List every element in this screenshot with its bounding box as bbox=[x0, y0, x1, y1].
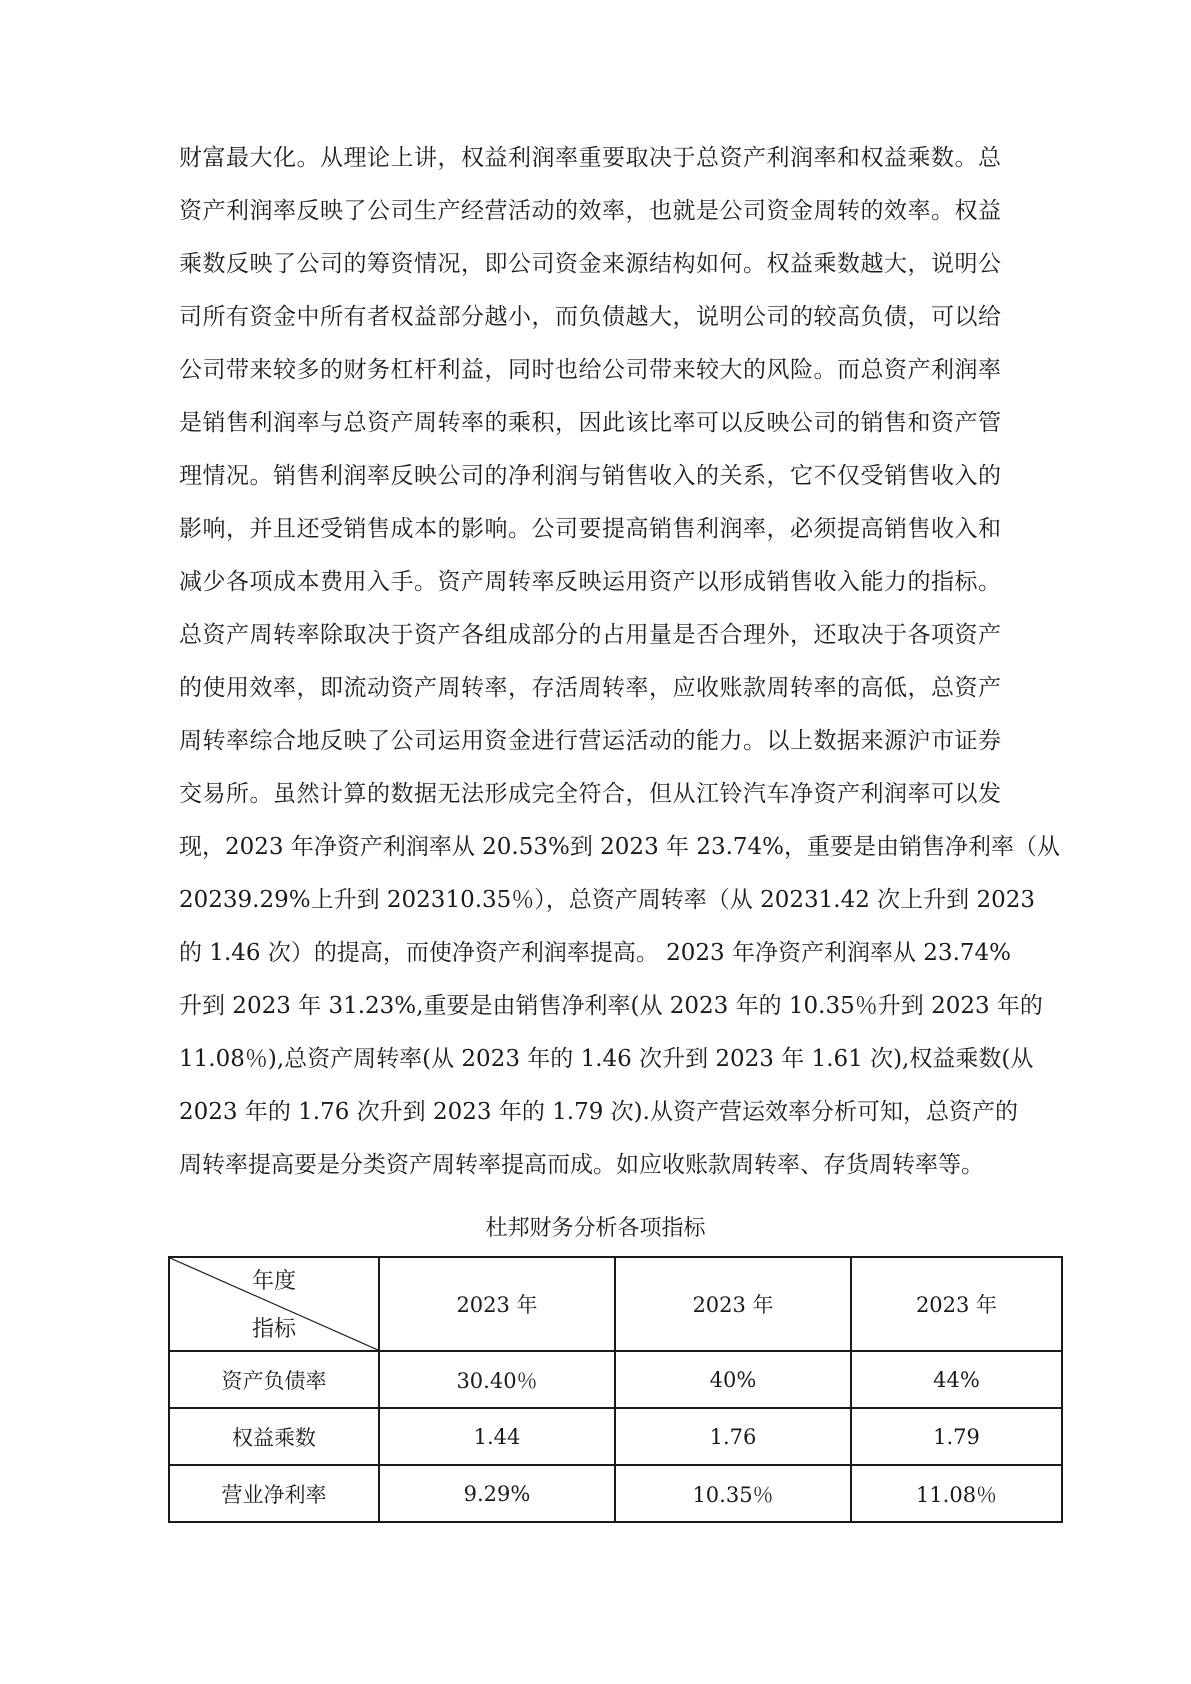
table-caption: 杜邦财务分析各项指标 bbox=[485, 1216, 706, 1241]
table-cell: 30.40％ bbox=[379, 1351, 615, 1408]
table-cell: 9.29% bbox=[379, 1465, 615, 1522]
corner-label-year: 年度 bbox=[252, 1269, 297, 1294]
paragraph-line: 20239.29%上升到 202310.35％），总资产周转率（从 20231.42 次上升到 2023 bbox=[179, 887, 1035, 913]
table-row bbox=[169, 1408, 1062, 1465]
paragraph-line: 公司带来较多的财务杠杆利益，同时也给公司带来较大的风险。而总资产利润率 bbox=[179, 357, 1001, 383]
paragraph-line: 交易所。虽然计算的数据无法形成完全符合，但从江铃汽车净资产利润率可以发 bbox=[179, 781, 1001, 807]
row-label: 资产负债率 bbox=[169, 1351, 379, 1408]
row-label: 权益乘数 bbox=[169, 1408, 379, 1465]
paragraph-line: 司所有资金中所有者权益部分越小，而负债越大，说明公司的较高负债，可以给 bbox=[179, 304, 1001, 330]
table-corner-cell bbox=[169, 1257, 379, 1351]
paragraph-line: 的使用效率，即流动资产周转率，存活周转率，应收账款周转率的高低，总资产 bbox=[179, 675, 1001, 701]
row-label: 营业净利率 bbox=[169, 1465, 379, 1522]
dupont-indicator-table bbox=[168, 1256, 1063, 1523]
paragraph-line: 乘数反映了公司的筹资情况，即公司资金来源结构如何。权益乘数越大，说明公 bbox=[179, 251, 1001, 277]
table-row bbox=[169, 1465, 1062, 1522]
paragraph-line: 周转率提高要是分类资产周转率提高而成。如应收账款周转率、存货周转率等。 bbox=[179, 1152, 984, 1178]
table-cell: 1.44 bbox=[379, 1408, 615, 1465]
paragraph-line: 2023 年的 1.76 次升到 2023 年的 1.79 次).从资产营运效率分析可知，总资产的 bbox=[179, 1099, 1018, 1125]
table-cell: 1.79 bbox=[851, 1408, 1062, 1465]
table-cell: 40% bbox=[615, 1351, 851, 1408]
paragraph-line: 现，2023 年净资产利润率从 20.53%到 2023 年 23.74%，重要是由销售净利率（从 bbox=[179, 834, 1061, 860]
paragraph-line: 总资产周转率除取决于资产各组成部分的占用量是否合理外，还取决于各项资产 bbox=[179, 622, 1001, 648]
column-header: 2023 年 bbox=[379, 1257, 615, 1351]
table-cell: 1.76 bbox=[615, 1408, 851, 1465]
paragraph-line: 影响，并且还受销售成本的影响。公司要提高销售利润率，必须提高销售收入和 bbox=[179, 516, 1001, 542]
paragraph-line: 减少各项成本费用入手。资产周转率反映运用资产以形成销售收入能力的指标。 bbox=[179, 569, 1001, 595]
column-header: 2023 年 bbox=[851, 1257, 1062, 1351]
table-cell: 10.35％ bbox=[615, 1465, 851, 1522]
paragraph-line: 周转率综合地反映了公司运用资金进行营运活动的能力。以上数据来源沪市证券 bbox=[179, 728, 1001, 754]
paragraph-line: 的 1.46 次）的提高，而使净资产利润率提高。 2023 年净资产利润率从 23.74% bbox=[179, 940, 1011, 966]
paragraph-line: 财富最大化。从理论上讲，权益利润率重要取决于总资产利润率和权益乘数。总 bbox=[179, 145, 1001, 171]
paragraph-line: 资产利润率反映了公司生产经营活动的效率，也就是公司资金周转的效率。权益 bbox=[179, 198, 1001, 224]
paragraph-line: 升到 2023 年 31.23%,重要是由销售净利率(从 2023 年的 10.35％升到 2023 年的 bbox=[179, 993, 1043, 1019]
table-row bbox=[169, 1351, 1062, 1408]
paragraph-line: 11.08％),总资产周转率(从 2023 年的 1.46 次升到 2023 年 1.61 次),权益乘数(从 bbox=[179, 1046, 1034, 1072]
column-header: 2023 年 bbox=[615, 1257, 851, 1351]
table-cell: 44% bbox=[851, 1351, 1062, 1408]
paragraph-line: 是销售利润率与总资产周转率的乘积，因此该比率可以反映公司的销售和资产管 bbox=[179, 410, 1001, 436]
corner-label-indicator: 指标 bbox=[252, 1317, 297, 1342]
table-header-row bbox=[169, 1257, 1062, 1351]
paragraph-line: 理情况。销售利润率反映公司的净利润与销售收入的关系，它不仅受销售收入的 bbox=[179, 463, 1001, 489]
table-cell: 11.08％ bbox=[851, 1465, 1062, 1522]
